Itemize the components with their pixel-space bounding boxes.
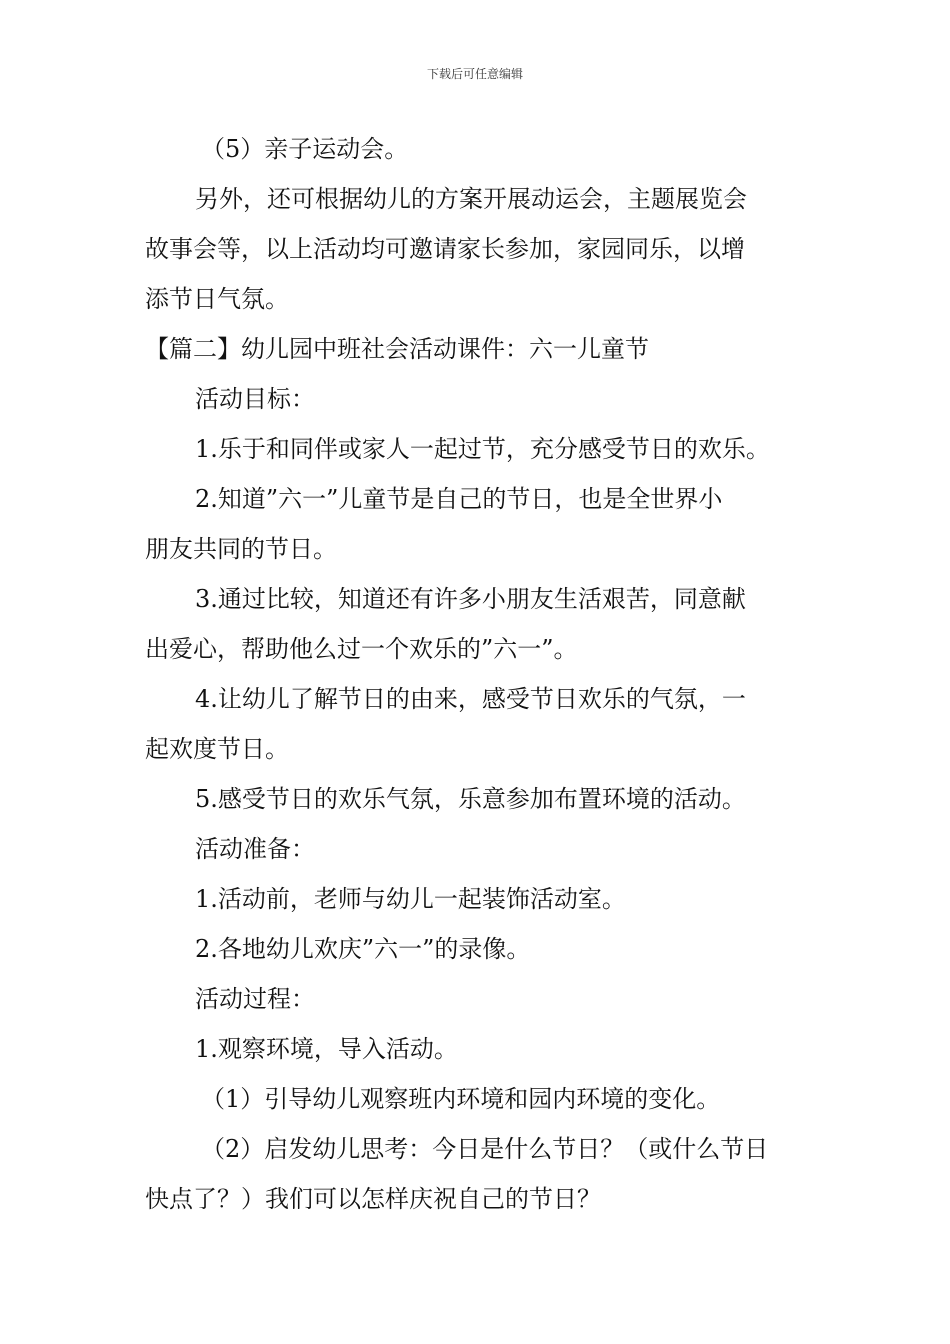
text-line: 5.感受节日的欢乐气氛，乐意参加布置环境的活动。	[195, 785, 746, 813]
text-line: 朋友共同的节日。	[145, 535, 337, 563]
text-line: 添节日气氛。	[145, 285, 289, 313]
document-body	[145, 124, 810, 1224]
text-line: 故事会等，以上活动均可邀请家长参加，家园同乐，以增	[145, 235, 745, 263]
text-line: 起欢度节日。	[145, 735, 289, 763]
text-line: 出爱心，帮助他么过一个欢乐的”六一”。	[145, 635, 578, 663]
text-line: 1.活动前，老师与幼儿一起装饰活动室。	[195, 885, 626, 913]
text-line: 活动准备：	[195, 835, 315, 863]
text-line: 4.让幼儿了解节日的由来，感受节日欢乐的气氛，一	[195, 685, 746, 713]
section-title: 【篇二】幼儿园中班社会活动课件：六一儿童节	[145, 335, 649, 363]
text-line: 活动目标：	[195, 385, 315, 413]
text-line: 快点了？）我们可以怎样庆祝自己的节日？	[145, 1185, 601, 1213]
text-line: 3.通过比较，知道还有许多小朋友生活艰苦，同意献	[195, 585, 746, 613]
text-line: 活动过程：	[195, 985, 315, 1013]
text-line: 1.乐于和同伴或家人一起过节，充分感受节日的欢乐。	[195, 435, 770, 463]
text-line: （5）亲子运动会。	[201, 135, 409, 163]
text-line: 另外，还可根据幼儿的方案开展动运会，主题展览会	[195, 185, 747, 213]
text-line: （1）引导幼儿观察班内环境和园内环境的变化。	[201, 1085, 721, 1113]
page-header-note: 下载后可任意编辑	[426, 67, 523, 81]
text-line: 1.观察环境，导入活动。	[195, 1035, 458, 1063]
text-line: 2.各地幼儿欢庆”六一”的录像。	[195, 935, 531, 963]
text-line: 2.知道”六一”儿童节是自己的节日，也是全世界小	[195, 485, 723, 513]
text-line: （2）启发幼儿思考：今日是什么节日？（或什么节日	[201, 1135, 769, 1163]
